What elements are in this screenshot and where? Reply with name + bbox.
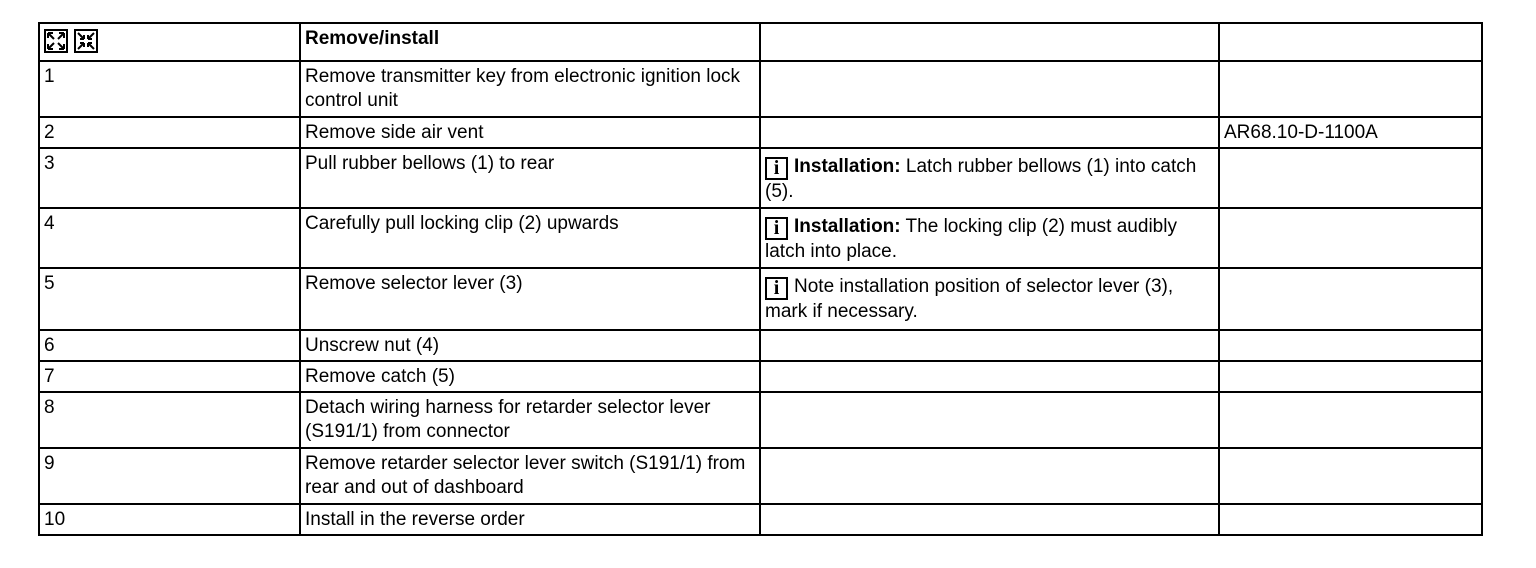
table-row: [39, 148, 1482, 208]
step-action-cell: [300, 361, 760, 392]
step-number: 10: [44, 509, 66, 530]
collapse-icon[interactable]: [74, 29, 98, 53]
step-number-cell: [39, 448, 300, 504]
step-reference-cell: [1219, 208, 1482, 268]
table-row: [39, 61, 1482, 117]
step-number: 9: [44, 453, 55, 474]
table-row: [39, 330, 1482, 361]
step-action: Remove retarder selector lever switch (S191/1) from rear and out of dashboard: [305, 453, 746, 498]
step-reference-cell: [1219, 504, 1482, 535]
step-number-cell: [39, 504, 300, 535]
step-number-cell: [39, 208, 300, 268]
note-text: The locking clip (2) must audibly latch into place.: [765, 216, 1177, 262]
step-action-cell: [300, 148, 760, 208]
step-action-cell: [300, 268, 760, 330]
step-note-cell: [760, 148, 1219, 208]
step-reference-cell: [1219, 330, 1482, 361]
step-number: 2: [44, 122, 55, 143]
table-row: [39, 208, 1482, 268]
procedure-table: [38, 22, 1483, 536]
reference-link[interactable]: AR68.10-D-1100A: [1224, 122, 1378, 143]
step-note-cell: [760, 61, 1219, 117]
table-row: [39, 448, 1482, 504]
step-action-cell: [300, 504, 760, 535]
step-number-cell: [39, 361, 300, 392]
header-ref-cell: [1219, 23, 1482, 61]
step-reference-cell: [1219, 361, 1482, 392]
header-icons-cell: [39, 23, 300, 61]
column-title: Remove/install: [305, 28, 440, 49]
step-action: Carefully pull locking clip (2) upwards: [305, 213, 619, 234]
step-note-cell: [760, 268, 1219, 330]
step-number: 7: [44, 366, 55, 387]
step-action: Remove side air vent: [305, 122, 484, 143]
info-icon: i: [765, 217, 788, 240]
step-number-cell: [39, 392, 300, 448]
step-number: 5: [44, 273, 55, 294]
step-number: 3: [44, 153, 55, 174]
step-note-cell: [760, 504, 1219, 535]
step-note-cell: [760, 208, 1219, 268]
step-action-cell: [300, 330, 760, 361]
step-number-cell: [39, 268, 300, 330]
step-reference-cell: [1219, 117, 1482, 148]
note-text: Note installation position of selector lever (3), mark if necessary.: [765, 276, 1174, 322]
header-row: [39, 23, 1482, 61]
table-row: [39, 117, 1482, 148]
info-icon: i: [765, 157, 788, 180]
step-action-cell: [300, 208, 760, 268]
step-number-cell: [39, 330, 300, 361]
step-reference-cell: [1219, 148, 1482, 208]
step-action-cell: [300, 448, 760, 504]
step-action: Remove transmitter key from electronic ignition lock control unit: [305, 66, 741, 111]
step-number-cell: [39, 148, 300, 208]
step-number-cell: [39, 61, 300, 117]
step-note-cell: [760, 330, 1219, 361]
step-number: 4: [44, 213, 55, 234]
table-row: [39, 361, 1482, 392]
header-action-cell: [300, 23, 760, 61]
note-title: Installation:: [794, 156, 901, 177]
step-reference-cell: [1219, 61, 1482, 117]
step-action-cell: [300, 117, 760, 148]
table-row: [39, 504, 1482, 535]
step-action: Unscrew nut (4): [305, 335, 440, 356]
step-number: 6: [44, 335, 55, 356]
step-action: Install in the reverse order: [305, 509, 525, 530]
step-note-cell: [760, 392, 1219, 448]
step-reference-cell: [1219, 392, 1482, 448]
step-action: Detach wiring harness for retarder selector lever (S191/1) from connector: [305, 397, 711, 442]
step-number-cell: [39, 117, 300, 148]
note-title: Installation:: [794, 216, 901, 237]
step-action-cell: [300, 392, 760, 448]
step-note-cell: [760, 448, 1219, 504]
table-row: [39, 392, 1482, 448]
step-reference-cell: [1219, 448, 1482, 504]
expand-icon[interactable]: [44, 29, 68, 53]
step-action: Remove selector lever (3): [305, 273, 523, 294]
table-row: [39, 268, 1482, 330]
step-number: 1: [44, 66, 55, 87]
step-action: Pull rubber bellows (1) to rear: [305, 153, 555, 174]
info-icon: i: [765, 277, 788, 300]
step-number: 8: [44, 397, 55, 418]
step-reference-cell: [1219, 268, 1482, 330]
step-action-cell: [300, 61, 760, 117]
header-notes-cell: [760, 23, 1219, 61]
step-note-cell: [760, 361, 1219, 392]
step-action: Remove catch (5): [305, 366, 455, 387]
note-text: Latch rubber bellows (1) into catch (5).: [765, 156, 1197, 202]
step-note-cell: [760, 117, 1219, 148]
